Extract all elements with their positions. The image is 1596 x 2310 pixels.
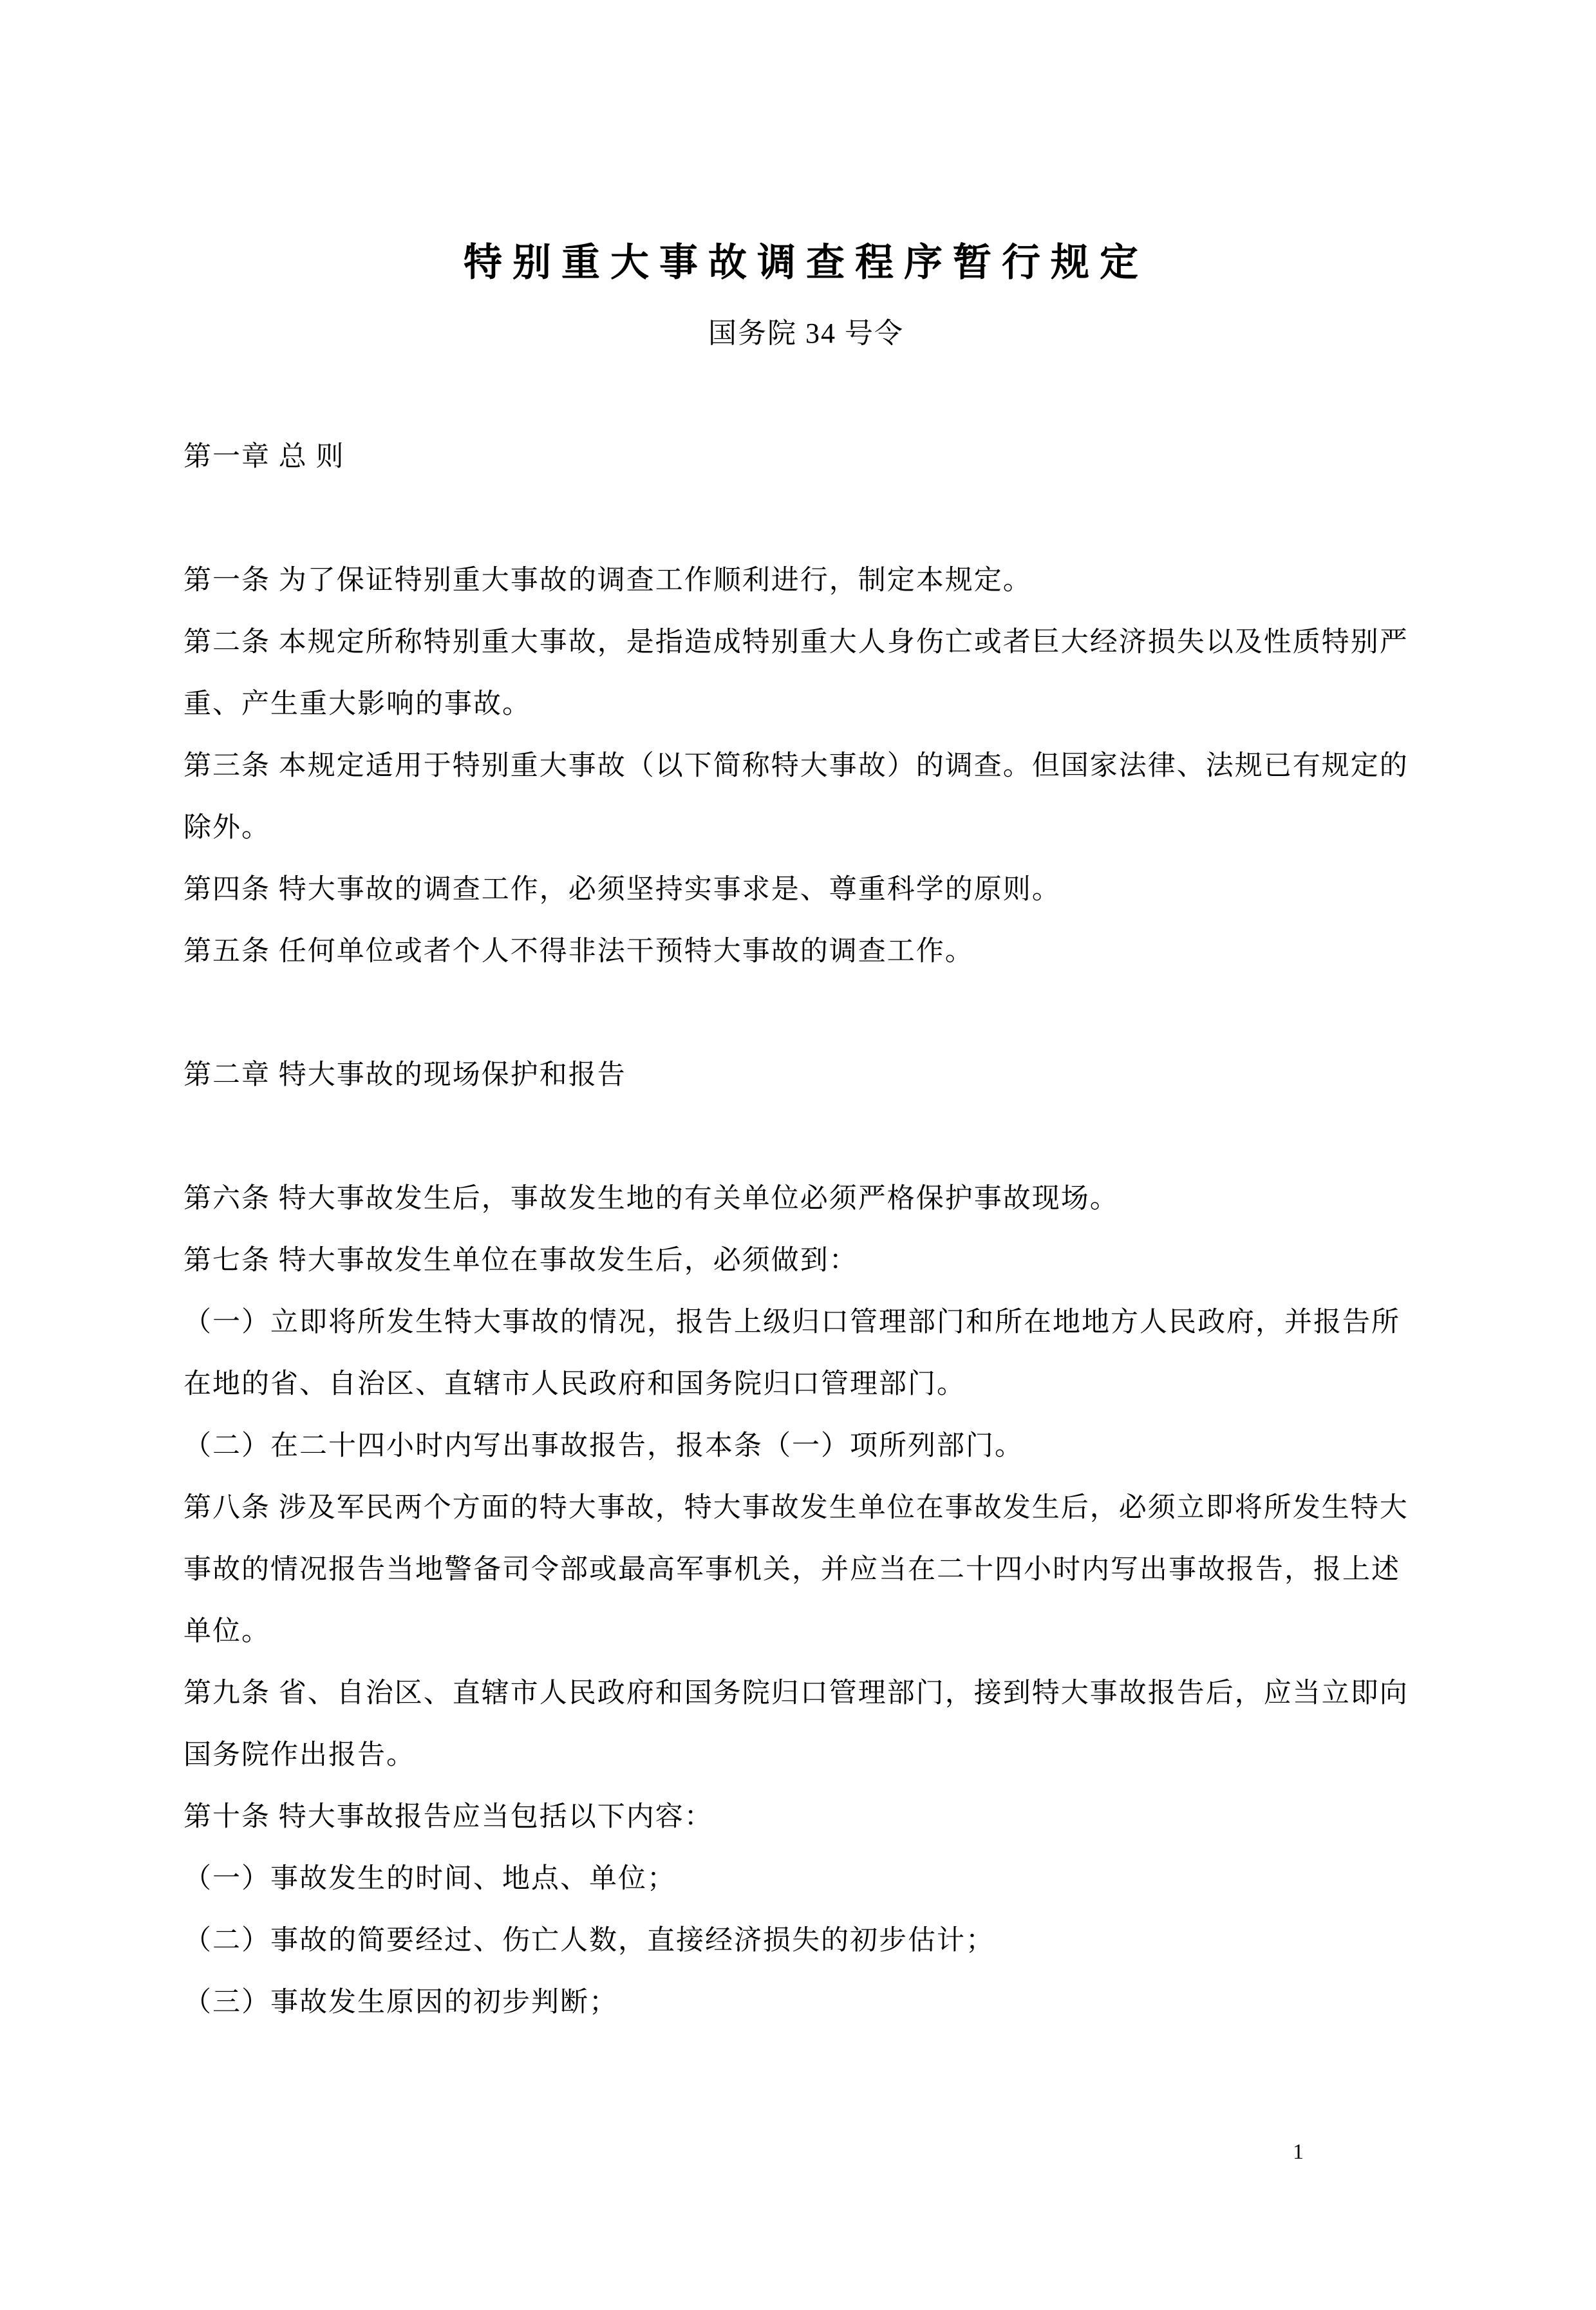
- paragraph: （一）立即将所发生特大事故的情况，报告上级归口管理部门和所在地地方人民政府，并报告所在地的省、自治区、直辖市人民政府和国务院归口管理部门。: [183, 1307, 1400, 1399]
- paragraph: 第五条 任何单位或者个人不得非法干预特大事故的调查工作。: [183, 936, 974, 967]
- page-number: 1: [1293, 2140, 1304, 2164]
- document-title: 特别重大事故调查程序暂行规定: [464, 241, 1149, 284]
- paragraph: 第一条 为了保证特别重大事故的调查工作顺利进行，制定本规定。: [183, 565, 1032, 596]
- document-subtitle: 国务院 34 号令: [708, 317, 904, 349]
- paragraph: （一）事故发生的时间、地点、单位；: [183, 1864, 676, 1894]
- paragraph: 第九条 省、自治区、直辖市人民政府和国务院归口管理部门，接到特大事故报告后，应当立即向国务院作出报告。: [183, 1678, 1409, 1770]
- chapter-heading: 第二章 特大事故的现场保护和报告: [183, 1060, 626, 1090]
- paragraph: 第六条 特大事故发生后，事故发生地的有关单位必须严格保护事故现场。: [183, 1184, 1119, 1214]
- paragraph: 第八条 涉及军民两个方面的特大事故，特大事故发生单位在事故发生后，必须立即将所发生特大事故的情况报告当地警备司令部或最高军事机关，并应当在二十四小时内写出事故报告，报上述单位。: [183, 1493, 1409, 1647]
- paragraph: （二）事故的简要经过、伤亡人数，直接经济损失的初步估计；: [183, 1926, 995, 1956]
- paragraph: 第七条 特大事故发生单位在事故发生后，必须做到：: [183, 1245, 858, 1276]
- paragraph: （三）事故发生原因的初步判断；: [183, 1987, 618, 2018]
- chapter-heading: 第一章 总 则: [183, 442, 345, 472]
- paragraph: 第十条 特大事故报告应当包括以下内容：: [183, 1802, 713, 1832]
- paragraph: 第四条 特大事故的调查工作，必须坚持实事求是、尊重科学的原则。: [183, 875, 1061, 905]
- document-body: [183, 426, 1429, 2034]
- paragraph: 第三条 本规定适用于特别重大事故（以下简称特大事故）的调查。但国家法律、法规已有规定的除外。: [183, 751, 1409, 843]
- paragraph: 第二条 本规定所称特别重大事故，是指造成特别重大人身伤亡或者巨大经济损失以及性质特别严重、产生重大影响的事故。: [183, 627, 1409, 719]
- paragraph: （二）在二十四小时内写出事故报告，报本条（一）项所列部门。: [183, 1431, 1024, 1461]
